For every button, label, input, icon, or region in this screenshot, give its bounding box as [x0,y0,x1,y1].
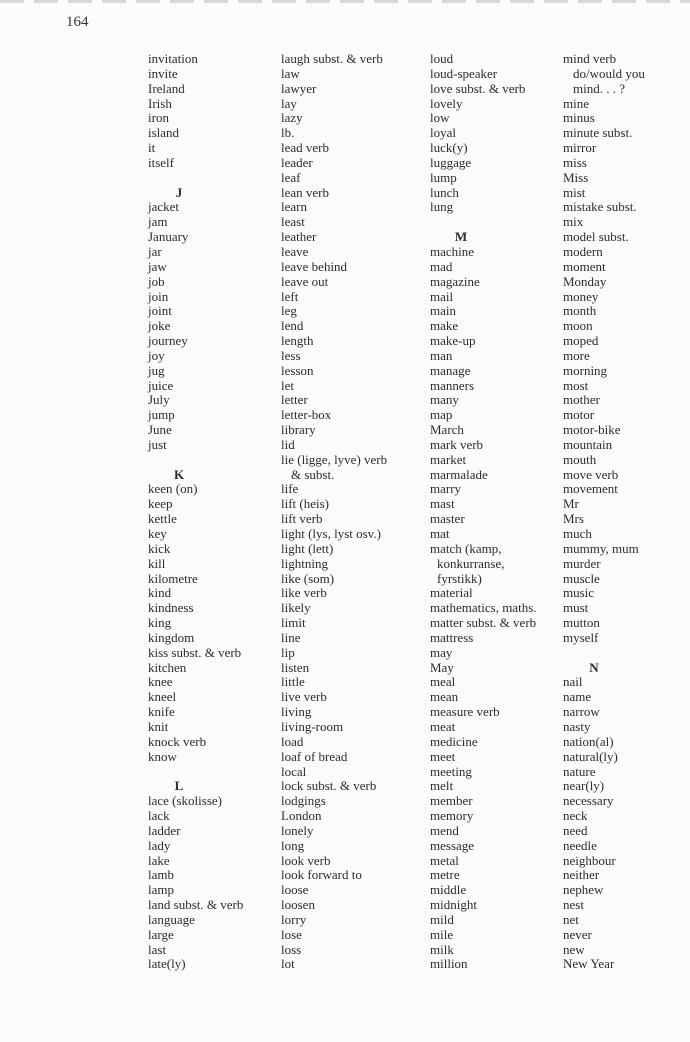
word-entry: mail [430,288,454,304]
word-entry: material [430,585,473,601]
word-entry: mummy, mum [563,540,639,556]
word-entry: laugh subst. & verb [281,51,383,66]
word-entry: mother [563,392,600,408]
letter-heading: J [175,184,183,200]
word-entry: main [430,303,456,319]
word-entry: mirror [563,140,597,156]
word-entry: nephew [563,882,604,898]
word-entry: may [430,644,453,660]
word-entry: neighbour [563,852,616,868]
word-entry: June [148,422,172,438]
word-entry: many [430,392,459,408]
word-entry: kick [148,540,171,556]
word-entry: ladder [148,822,181,838]
word-entry: knee [148,674,173,690]
word-entry-continuation: do/would you [573,65,645,81]
word-entry: lovely [430,95,463,111]
word-entry: market [430,451,467,467]
word-entry: mad [430,258,453,274]
word-entry: lead verb [281,140,330,156]
word-entry: moment [563,258,606,274]
word-entry: lose [281,926,302,942]
word-entry: loosen [281,897,315,913]
word-entry: medicine [430,733,478,749]
word-entry: light (lett) [281,540,334,556]
word-entry: March [430,422,464,438]
word-entry: myself [563,629,599,645]
word-entry: knock verb [148,733,207,749]
word-entry: leg [281,303,297,319]
word-entry: match (kamp, [430,540,502,556]
word-entry: net [563,911,579,927]
word-entry: lightning [281,555,328,571]
word-entry: near(ly) [563,778,605,794]
word-column-4 [563,52,685,972]
page-top-edge [0,0,690,3]
word-entry: lesson [281,362,314,378]
word-entry: must [563,600,589,616]
word-entry: meeting [430,763,472,779]
word-entry: jacket [148,199,180,215]
word-entry: lady [148,837,171,853]
word-entry: jaw [148,258,167,274]
word-entry: light (lys, lyst osv.) [281,526,381,541]
word-entry: kettle [148,511,177,527]
word-entry: midnight [430,897,477,913]
word-entry: needle [563,837,597,853]
word-entry: loud [430,51,454,66]
word-entry: kindness [148,600,194,616]
word-entry: leaf [281,169,301,185]
word-entry: journey [148,333,188,349]
word-entry: magazine [430,273,480,289]
word-entry: mix [563,214,584,230]
word-entry: know [148,748,177,764]
word-entry: natural(ly) [563,748,618,764]
word-entry: matter subst. & verb [430,615,537,631]
word-entry: New Year [563,956,615,972]
word-entry: jump [148,407,175,423]
word-entry: keen (on) [148,481,198,497]
word-entry: knife [148,704,175,720]
word-entry: kitchen [148,659,187,675]
word-entry: look forward to [281,867,362,883]
word-entry: just [148,436,167,452]
word-entry: likely [281,600,311,616]
word-entry: language [148,911,195,927]
word-entry: Mrs [563,511,584,527]
word-entry: moped [563,333,599,349]
word-entry: lace (skolisse) [148,793,223,809]
section-gap [148,765,276,780]
word-entry: long [281,837,305,853]
word-entry: invite [148,65,178,81]
word-entry: master [430,511,465,527]
word-entry: Ireland [148,80,185,96]
word-entry: lock subst. & verb [281,778,377,794]
word-entry: load [281,733,304,749]
word-entry: milk [430,941,454,957]
word-entry: limit [281,615,306,631]
word-entry: learn [281,199,307,215]
word-entry: middle [430,882,467,898]
word-entry: new [563,941,585,957]
section-gap [430,215,560,230]
word-entry: morning [563,362,608,378]
word-entry: loose [281,882,309,898]
word-entry: marmalade [430,466,488,482]
word-entry: like verb [281,585,327,601]
word-entry: join [148,288,169,304]
word-entry: kneel [148,689,177,705]
letter-heading: N [589,659,599,675]
word-entry: knit [148,718,169,734]
word-entry: mutton [563,615,600,631]
word-entry: lonely [281,822,314,838]
word-entry: map [430,407,453,423]
word-entry: lump [430,169,457,185]
word-entry: lunch [430,184,459,200]
word-entry: joy [148,347,165,363]
word-entry: music [563,585,595,601]
word-entry: lb. [281,125,295,141]
word-column-1 [148,52,276,972]
word-entry: island [148,125,180,141]
word-entry: need [563,822,588,838]
word-entry: iron [148,110,169,126]
word-entry-continuation: mind. . . ? [573,80,625,96]
word-entry: mend [430,822,459,838]
letter-heading: K [173,466,185,482]
word-entry: lamp [148,882,174,898]
word-entry: jug [148,362,165,378]
word-entry: meet [430,748,456,764]
word-entry: mist [563,184,586,200]
word-entry: lamb [148,867,174,883]
word-entry: itself [148,154,174,170]
word-entry: less [281,347,301,363]
word-entry: muscle [563,570,600,586]
word-entry: king [148,615,172,631]
word-column-2 [281,52,427,972]
word-entry: message [430,837,475,853]
word-entry: mind verb [563,51,617,66]
word-entry: million [430,956,468,972]
word-entry: length [281,333,314,349]
word-entry: neck [563,808,588,824]
word-entry: kill [148,555,166,571]
word-entry: money [563,288,599,304]
word-column-3 [430,52,560,972]
word-entry: lay [281,95,297,111]
word-entry: memory [430,808,474,824]
word-entry-continuation: & subst. [291,466,335,482]
word-entry: luggage [430,154,472,170]
word-entry: low [430,110,450,126]
word-entry: man [430,347,453,363]
word-entry: nasty [563,718,591,734]
section-gap [148,453,276,468]
word-entry: movement [563,481,618,497]
word-entry: loaf of bread [281,748,348,764]
word-entry: lawyer [281,80,317,96]
word-entry: miss [563,154,587,170]
word-entry: mean [430,689,459,705]
word-entry: motor [563,407,595,423]
word-entry: least [281,214,305,230]
word-entry: law [281,65,300,81]
word-entry-continuation: fyrstikk) [437,570,482,586]
word-entry: living-room [281,718,344,734]
word-entry: job [148,273,165,289]
word-entry: Irish [148,95,172,111]
word-entry: lip [281,644,295,660]
word-entry: lake [148,852,170,868]
word-entry: much [563,526,592,541]
word-entry: lie (ligge, lyve) verb [281,451,388,467]
word-entry: live verb [281,689,327,705]
section-gap [563,646,685,661]
word-entry: lung [430,199,454,215]
word-entry: model subst. [563,229,629,245]
word-entry: listen [281,659,310,675]
letter-heading: M [454,229,468,245]
word-entry: leather [281,229,317,245]
letter-heading: L [174,778,184,794]
word-entry: metre [430,867,460,883]
word-entry: lorry [281,911,307,927]
word-entry: lean verb [281,184,330,200]
word-entry: kilometre [148,570,198,586]
word-entry: mild [430,911,454,927]
word-entry-continuation: konkurranse, [437,555,505,571]
word-entry: left [281,288,299,304]
word-entry: library [281,422,316,438]
word-entry: motor-bike [563,422,621,438]
word-entry: mathematics, maths. [430,600,537,616]
word-entry: kiss subst. & verb [148,644,242,660]
word-entry: lodgings [281,793,326,809]
word-entry: loss [281,941,302,957]
word-entry: lazy [281,110,303,126]
word-entry: leave behind [281,258,348,274]
word-entry: letter-box [281,407,332,423]
word-entry: key [148,526,167,541]
word-entry: leave [281,243,309,259]
word-entry: nation(al) [563,733,614,749]
word-entry: moon [563,318,593,334]
word-entry: member [430,793,473,809]
word-entry: keep [148,496,173,512]
word-entry: land subst. & verb [148,897,244,913]
word-entry: modern [563,243,603,259]
word-entry: invitation [148,51,198,66]
word-entry: never [563,926,592,942]
word-entry: leader [281,154,313,170]
word-entry: London [281,808,322,824]
page-number: 164 [66,14,89,30]
word-entry: narrow [563,704,600,720]
word-entry: neither [563,867,600,883]
word-entry: most [563,377,589,393]
word-entry: life [281,481,299,497]
word-entry: letter [281,392,308,408]
word-entry: Miss [563,169,589,185]
word-entry: jam [148,214,168,230]
word-entry: let [281,377,294,393]
word-entry: mine [563,95,589,111]
word-entry: mast [430,496,455,512]
word-entry: Mr [563,496,579,512]
word-entry: marry [430,481,462,497]
word-entry: large [148,926,174,942]
word-entry: kind [148,585,172,601]
word-entry: month [563,303,597,319]
word-entry: machine [430,243,475,259]
word-entry: lift verb [281,511,323,527]
word-entry: meal [430,674,456,690]
word-entry: lack [148,808,170,824]
word-entry: look verb [281,852,331,868]
word-entry: mountain [563,436,613,452]
word-entry: living [281,704,312,720]
word-entry: manners [430,377,475,393]
word-entry: make-up [430,333,476,349]
word-entry: murder [563,555,601,571]
word-entry: lend [281,318,304,334]
word-entry: Monday [563,273,607,289]
word-entry: line [281,629,301,645]
word-entry: move verb [563,466,619,482]
word-entry: love subst. & verb [430,80,526,96]
word-entry: mat [430,526,450,541]
word-entry: name [563,689,592,705]
word-entry: minute subst. [563,125,633,141]
word-entry: necessary [563,793,614,809]
word-entry: melt [430,778,454,794]
section-gap [148,171,276,186]
word-entry: joint [148,303,172,319]
word-entry: last [148,941,167,957]
word-entry: loyal [430,125,456,141]
word-entry: kingdom [148,629,195,645]
word-entry: more [563,347,590,363]
word-entry: May [430,659,454,675]
word-entry: late(ly) [148,956,186,972]
word-entry: it [148,140,156,156]
word-entry: nature [563,763,596,779]
word-entry: like (som) [281,570,335,586]
word-entry: joke [148,318,171,334]
word-entry: little [281,674,305,690]
word-entry: manage [430,362,471,378]
word-entry: lift (heis) [281,496,330,512]
word-entry: make [430,318,459,334]
word-entry: January [148,229,189,245]
word-entry: July [148,392,170,408]
word-entry: mattress [430,629,474,645]
word-entry: measure verb [430,704,500,720]
word-entry: lid [281,436,295,452]
word-entry: mistake subst. [563,199,637,215]
word-entry: nest [563,897,584,913]
word-entry: minus [563,110,595,126]
word-entry: mile [430,926,454,942]
word-entry: meat [430,718,456,734]
word-entry: jar [148,243,162,259]
word-entry: juice [148,377,174,393]
word-entry: mouth [563,451,597,467]
word-entry: luck(y) [430,140,468,156]
word-entry: metal [430,852,459,868]
word-entry: mark verb [430,436,484,452]
word-entry: loud-speaker [430,65,498,81]
word-entry: local [281,763,307,779]
word-entry: leave out [281,273,329,289]
word-entry: nail [563,674,583,690]
word-entry: lot [281,956,295,972]
